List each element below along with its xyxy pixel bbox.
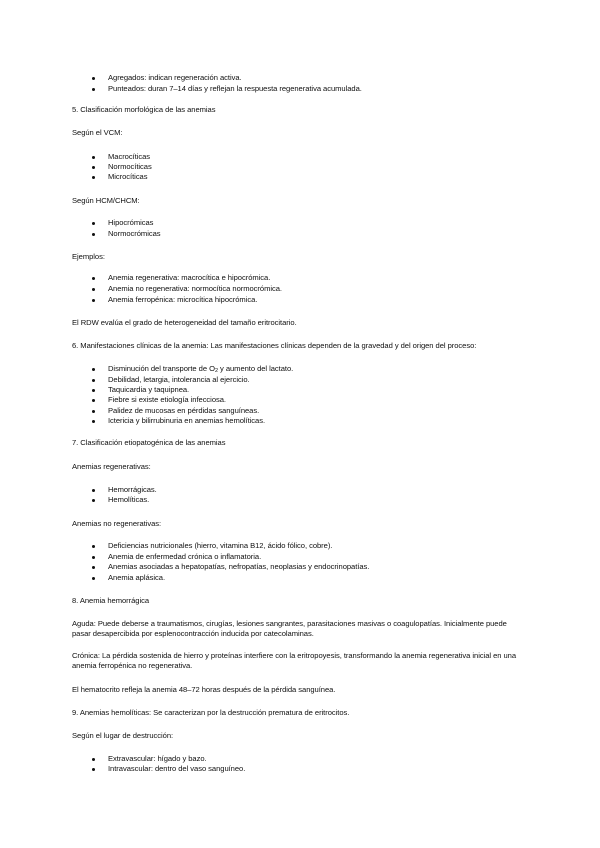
- list-item: Normocrómicas: [108, 229, 161, 238]
- bullet-icon: [92, 545, 95, 548]
- list-item: Anemias asociadas a hepatopatías, nefropatías, neoplasias y endocrinopatías.: [108, 562, 370, 571]
- list-item: Punteados: duran 7–14 días y reflejan la respuesta regenerativa acumulada.: [108, 84, 362, 93]
- list-item: Anemia ferropénica: microcítica hipocrómica.: [108, 295, 258, 304]
- bullet-icon: [92, 410, 95, 413]
- bullet-icon: [92, 389, 95, 392]
- bullet-icon: [92, 299, 95, 302]
- bullet-icon: [92, 556, 95, 559]
- regenerativas-label: Anemias regenerativas:: [72, 462, 151, 471]
- section-7-title: 7. Clasificación etiopatogénica de las anemias: [72, 438, 226, 447]
- bullet-icon: [92, 768, 95, 771]
- list-item: Palidez de mucosas en pérdidas sanguíneas.: [108, 406, 260, 415]
- list-item: Intravascular: dentro del vaso sanguíneo.: [108, 764, 246, 773]
- aguda-label: Aguda: [72, 619, 94, 628]
- list-item: Extravascular: hígado y bazo.: [108, 754, 207, 763]
- list-item: Hemorrágicas.: [108, 485, 157, 494]
- list-item: Agregados: indican regeneración activa.: [108, 73, 242, 82]
- list-item: Fiebre si existe etiología infecciosa.: [108, 395, 226, 404]
- list-item: Macrocíticas: [108, 152, 151, 161]
- bullet-icon: [92, 489, 95, 492]
- section-5-title: 5. Clasificación morfológica de las anemias: [72, 105, 216, 114]
- section-6-title: 6. Manifestaciones clínicas de la anemia: Las manifestaciones clínicas dependen de la gravedad y del origen del proceso:: [72, 341, 477, 350]
- bullet-icon: [92, 420, 95, 423]
- cronica-label: Crónica: [72, 651, 98, 660]
- list-item: Debilidad, letargia, intolerancia al ejercicio.: [108, 375, 250, 384]
- bullet-icon: [92, 277, 95, 280]
- list-item: Anemia aplásica.: [108, 573, 166, 582]
- no-regenerativas-label: Anemias no regenerativas:: [72, 519, 162, 528]
- list-item: Microcíticas: [108, 172, 148, 181]
- list-item: Anemia regenerativa: macrocítica e hipocrómica.: [108, 273, 271, 282]
- list-item: Disminución del transporte de $O_2$ y aumento del lactato.: [108, 364, 294, 374]
- list-item: Normocíticas: [108, 162, 152, 171]
- hcm-label: Según HCM/CHCM:: [72, 196, 140, 205]
- bullet-icon: [92, 288, 95, 291]
- bullet-icon: [92, 499, 95, 502]
- bullet-icon: [92, 156, 95, 159]
- section-9-title: 9. Anemias hemolíticas: Se caracterizan por la destrucción prematura de eritrocitos.: [72, 708, 350, 717]
- list-item: Hemolíticas.: [108, 495, 150, 504]
- rdw-text: El RDW evalúa el grado de heterogeneidad del tamaño eritrocitario.: [72, 318, 297, 327]
- bullet-icon: [92, 166, 95, 169]
- list-item: Hipocrómicas: [108, 218, 154, 227]
- lugar-label: Según el lugar de destrucción:: [72, 731, 174, 740]
- bullet-icon: [92, 758, 95, 761]
- bullet-icon: [92, 577, 95, 580]
- list-item: Anemia no regenerativa: normocítica normocrómica.: [108, 284, 282, 293]
- bullet-icon: [92, 368, 95, 371]
- bullet-icon: [92, 176, 95, 179]
- bullet-icon: [92, 566, 95, 569]
- bullet-icon: [92, 222, 95, 225]
- list-item: Anemia de enfermedad crónica o inflamatoria.: [108, 552, 262, 561]
- bullet-icon: [92, 233, 95, 236]
- bullet-icon: [92, 88, 95, 91]
- ejemplos-label: Ejemplos:: [72, 252, 105, 261]
- aguda-paragraph: Aguda: Puede deberse a traumatismos, cirugías, lesiones sangrantes, parasitaciones masivas o coagulopatías. Inicialmente puede pasar desapercibida por esplenocontracción inducida por catecolaminas.: [72, 619, 507, 638]
- section-8-title: 8. Anemia hemorrágica: [72, 596, 150, 605]
- bullet-icon: [92, 399, 95, 402]
- list-item: Deficiencias nutricionales (hierro, vitamina B12, ácido fólico, cobre).: [108, 541, 333, 550]
- list-item: Taquicardia y taquipnea.: [108, 385, 190, 394]
- list-item: Ictericia y bilirrubinuria en anemias hemolíticas.: [108, 416, 266, 425]
- bullet-icon: [92, 379, 95, 382]
- vcm-label: Según el VCM:: [72, 128, 123, 137]
- cronica-paragraph: Crónica: La pérdida sostenida de hierro y proteínas interfiere con la eritropoyesis, transformando la anemia regenerativa inicial en una anemia ferropénica no regenerativa.: [72, 651, 517, 670]
- bullet-icon: [92, 77, 95, 80]
- hematocrito-text: El hematocrito refleja la anemia 48–72 horas después de la pérdida sanguínea.: [72, 685, 336, 694]
